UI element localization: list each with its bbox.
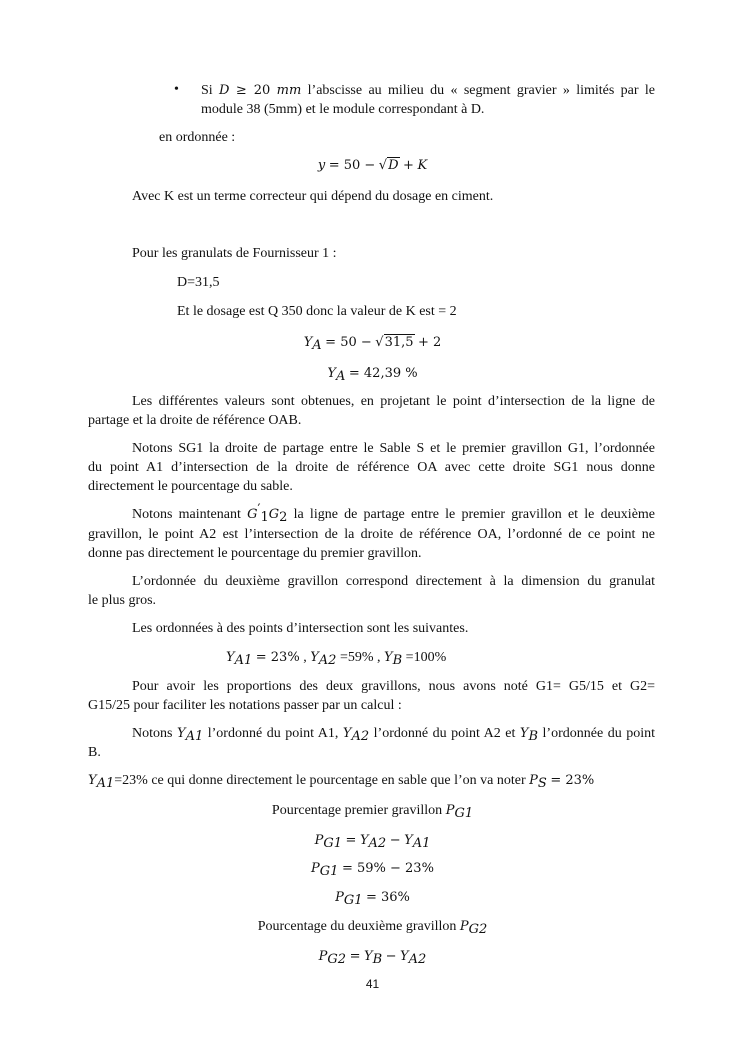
math-token: − — [389, 833, 401, 848]
paragraph-3-line-1 — [132, 502, 656, 525]
math-token: Y — [519, 726, 529, 741]
paragraph-5: Les ordonnées à des points d’intersection sont les suivantes. — [132, 621, 469, 636]
math-token: + 2 — [418, 335, 442, 350]
math-token: Y — [384, 650, 393, 665]
math-token: B — [372, 952, 383, 967]
condition-operator: ≥ 20 — [235, 83, 271, 98]
math-token: Y — [310, 650, 319, 665]
math-token: = 42,39 % — [348, 366, 418, 381]
pg2-heading — [0, 918, 745, 936]
math-token: 1 — [260, 510, 269, 525]
g1-prime-g2 — [247, 502, 288, 525]
math-token: P — [314, 833, 324, 848]
notons-line-1 — [132, 725, 655, 743]
pg1-formula-2 — [0, 860, 745, 878]
formula-y: y = 50 − √D + K — [317, 158, 428, 173]
condition-unit: mm — [276, 83, 302, 98]
math-token: =100% — [405, 650, 447, 665]
paragraph-3-line-3: donne pas directement le pourcentage du premier gravillon. — [88, 546, 422, 561]
math-token: G2 — [468, 922, 488, 937]
sand-percentage-line — [88, 772, 594, 790]
paragraph-2-line-3: directement le pourcentage du sable. — [88, 479, 293, 494]
formula-ya: $Y_A = 50 - √31,5 + 2$ — [303, 335, 442, 353]
math-token: Y — [226, 650, 235, 665]
paragraph-1-line-2: partage et la droite de référence OAB. — [88, 413, 302, 428]
bullet-text: l’abscisse au milieu du « segment gravier » limités par le — [307, 83, 656, 98]
dosage-line: Et le dosage est Q 350 donc la valeur de K est = 2 — [177, 304, 457, 319]
math-token: Y — [176, 726, 186, 741]
math-token: Y — [359, 833, 369, 848]
bullet-prefix: Si — [201, 83, 213, 98]
math-token: A — [335, 369, 346, 384]
sqrt-radicand: D — [388, 158, 399, 173]
math-token: G1 — [323, 836, 343, 851]
math-token: P — [529, 773, 538, 788]
math-token: G1 — [454, 806, 474, 821]
math-token: = 36% — [365, 890, 410, 905]
paragraph-2-line-1: Notons SG1 la droite de partage entre le Sable S et le premier gravillon G1, l’ordonnée — [132, 441, 655, 456]
math-token: , — [299, 650, 311, 665]
math-token: y — [317, 158, 326, 173]
math-token: Notons — [132, 726, 173, 741]
math-token: l’ordonnée du point — [542, 726, 655, 741]
math-token: =59% — [339, 650, 374, 665]
math-token: A2 — [318, 653, 337, 668]
math-token: Y — [327, 366, 336, 381]
math-token: = 59% − 23% — [341, 861, 434, 876]
math-token: G1 — [343, 893, 363, 908]
math-token: =23% ce qui donne directement le pourcentage en sable que l’on va noter — [114, 773, 526, 788]
math-token: 2 — [279, 510, 288, 525]
notons-line-2: B. — [88, 745, 101, 760]
pg1-formula-1 — [0, 832, 745, 850]
math-token: B — [392, 653, 403, 668]
math-token: Pourcentage du deuxième gravillon — [257, 919, 457, 934]
math-token: A1 — [185, 729, 204, 744]
math-token: Y — [363, 949, 373, 964]
math-token: = — [349, 949, 361, 964]
sqrt-radicand: 31,5 — [384, 335, 414, 350]
math-token: A — [312, 338, 322, 353]
math-token: Notons maintenant — [132, 507, 241, 522]
math-token: G — [268, 507, 280, 522]
math-token: A1 — [412, 836, 431, 851]
math-token: G2 — [327, 952, 347, 967]
math-token: Y — [303, 335, 313, 350]
math-token: G — [247, 507, 258, 522]
math-token: A2 — [351, 729, 370, 744]
pg2-formula-1 — [0, 948, 745, 966]
math-token: B — [528, 729, 539, 744]
pg1-formula-3 — [0, 889, 745, 907]
math-token: S — [537, 776, 547, 791]
paragraph-4-line-1: L’ordonnée du deuxième gravillon correspond directement à la dimension du granulat — [132, 574, 655, 589]
paragraph-2-line-2: du point A1 d’intersection de la droite de référence OA avec cette droite SG1 nous donne — [88, 460, 655, 475]
math-token: l’ordonné du point A1, — [207, 726, 339, 741]
math-token: la ligne de partage entre le premier gravillon et le deuxième — [293, 507, 656, 522]
math-token: P — [335, 890, 344, 905]
bullet-line-1 — [201, 82, 655, 100]
math-token: = 23% — [255, 650, 300, 665]
math-token: l’ordonné du point A2 et — [373, 726, 516, 741]
bullet-line-2: module 38 (5mm) et le module correspondant à D. — [201, 102, 485, 117]
math-token: P — [311, 861, 320, 876]
d-value: D=31,5 — [177, 275, 220, 290]
math-token: = 50 − — [325, 335, 372, 350]
pg1-heading — [0, 802, 745, 820]
paragraph-1-line-1: Les différentes valeurs sont obtenues, en projetant le point d’intersection de la ligne de — [132, 394, 655, 409]
math-token: A2 — [408, 952, 427, 967]
math-token: P — [318, 949, 328, 964]
math-token: , — [373, 650, 385, 665]
math-token: A1 — [234, 653, 253, 668]
math-token: − — [385, 949, 397, 964]
math-token: = — [345, 833, 357, 848]
math-token: K — [417, 158, 428, 173]
page-number: 41 — [365, 977, 380, 991]
math-token: P — [459, 919, 469, 934]
math-token: Y — [342, 726, 352, 741]
inline-group — [176, 726, 204, 744]
math-token: Y — [400, 949, 409, 964]
math-token: ′ — [257, 502, 261, 517]
k-note: Avec K est un terme correcteur qui dépend du dosage en ciment. — [132, 189, 494, 204]
math-token: = 23% — [550, 773, 595, 788]
math-token: Y — [404, 833, 413, 848]
math-token: A1 — [96, 776, 115, 791]
inline-group — [342, 726, 370, 744]
bullet-dot: • — [174, 82, 179, 97]
math-token: P — [445, 803, 455, 818]
proportions-line-1: Pour avoir les proportions des deux gravillons, nous avons noté G1= G5/15 et G2= — [132, 679, 655, 694]
math-token: G1 — [319, 864, 339, 879]
paragraph-4-line-2: le plus gros. — [88, 593, 157, 608]
inline-group — [519, 726, 539, 744]
proportions-line-2: G15/25 pour faciliter les notations passer par un calcul : — [88, 698, 402, 713]
result-ya — [0, 365, 745, 383]
ordinates-line — [226, 649, 446, 667]
math-token: Pourcentage premier gravillon — [271, 803, 443, 818]
fournisseur-heading: Pour les granulats de Fournisseur 1 : — [132, 246, 337, 261]
condition-variable: D — [219, 83, 230, 98]
math-token: + — [403, 158, 414, 173]
math-token: Y — [88, 773, 97, 788]
math-token: = 50 − — [328, 158, 376, 173]
paragraph-3-line-2: gravillon, le point A2 est l’intersection de la droite de référence OA, l’ordonné de ce point ne — [88, 527, 655, 542]
math-token: A2 — [368, 836, 387, 851]
ordonnee-label: en ordonnée : — [159, 130, 236, 145]
